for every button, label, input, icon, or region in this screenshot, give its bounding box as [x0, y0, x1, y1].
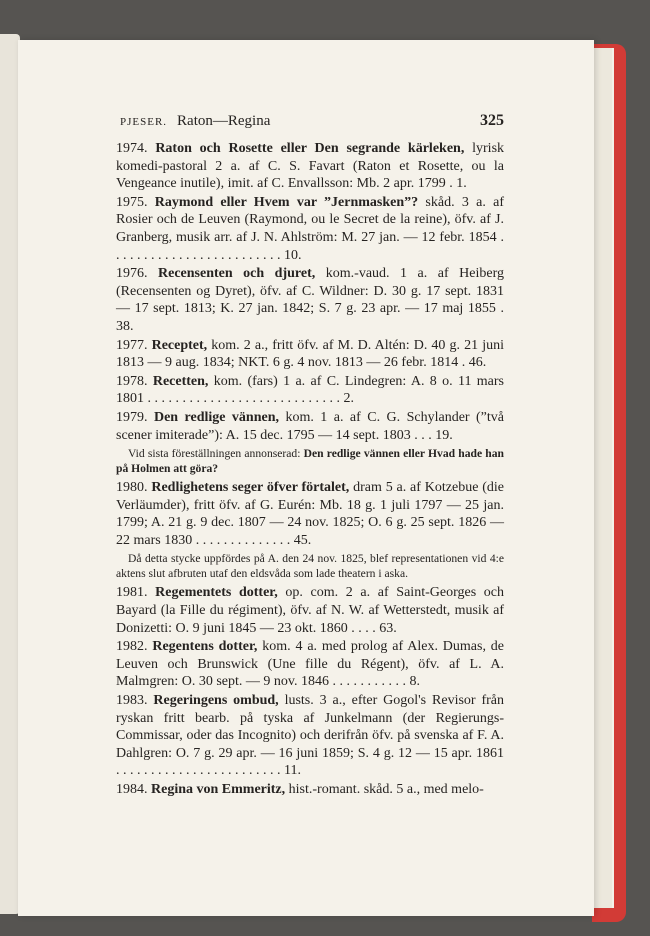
entry-text: kom. 1 a. af C. G. Schylander (”två scener imiterade”): A. 15 dec. 1795 — 14 sept. 1803 . . . 19.	[116, 409, 505, 443]
entry-1975	[116, 194, 504, 264]
page-number: 325	[480, 112, 504, 129]
entry-text: kom. 2 a., fritt öfv. af M. D. Altén: D. 40 g. 21 juni 1813 — 9 aug. 1834; NKT. 6 g. 4 nov. 1813 — 26 febr. 1814 . 46.	[116, 337, 504, 371]
running-head-section: PJESER.	[120, 116, 168, 128]
entry-title: Redlighetens seger öfver förtalet,	[151, 480, 350, 496]
entry-number: 1976.	[116, 266, 148, 282]
running-header	[116, 112, 504, 140]
entry-text: dram 5 a. af Kotzebue (die Verläumder), fritt öfv. af G. Eurén: Mb. 18 g. 1 juli 1797 — 25 jan. 1799; A. 21 g. 9 dec. 1807 — 24 nov. 1825; O. 6 g. 25 sept. 1826 — 22 mars 1830 . . . . . . . . . . . . . . 45.	[116, 480, 504, 548]
entry-number: 1982.	[116, 639, 148, 655]
entry-number: 1975.	[116, 194, 148, 210]
entry-title: Regina von Emmeritz,	[151, 782, 286, 797]
entry-1974	[116, 140, 504, 193]
entry-title: Regementets dotter,	[155, 585, 278, 601]
entry-number: 1979.	[116, 409, 148, 425]
entry-1983	[116, 692, 504, 780]
entry-title: Recetten,	[152, 373, 209, 389]
book-page	[18, 40, 594, 916]
entry-text: op. com. 2 a. af Saint-Georges och Bayard (la Fille du régiment), öfv. af N. W. af Wetterstedt, musik af Donizetti: O. 9 juni 1845 — 23 okt. 1860 . . . . 63.	[116, 585, 505, 636]
entry-number: 1981.	[116, 585, 148, 601]
entry-text: skåd. 3 a. af Rosier och de Leuven (Raymond, ou le Secret de la reine), öfv. af J. Granberg, musik arr. af J. N. Ahlström: M. 27 jan. — 12 febr. 1854 . . . . . . . . . . . . . . . . . . . . . . . . . 10.	[116, 194, 504, 263]
entry-title: Regentens dotter,	[152, 639, 258, 655]
entry-text: hist.-romant. skåd. 5 a., med melo-	[285, 782, 484, 797]
entry-number: 1978.	[116, 373, 148, 389]
entry-1977	[116, 337, 504, 372]
entry-title: Receptet,	[151, 337, 208, 353]
entry-text: kom. (fars) 1 a. af C. Lindegren: A. 8 o. 11 mars 1801 . . . . . . . . . . . . . . . . . . . . . . . . . . . . 2.	[116, 373, 504, 407]
entry-number: 1980.	[116, 480, 148, 496]
entry-text: kom.-vaud. 1 a. af Heiberg (Recensenten og Dyret), öfv. af C. Wildner: D. 30 g. 17 sept. 1831 — 17 sept. 1813; K. 27 jan. 1842; S. 7 g. 23 apr. — 17 maj 1855 . 38.	[116, 266, 504, 334]
entry-1979	[116, 409, 504, 444]
note-1979	[116, 447, 504, 476]
entry-title: Raton och Rosette eller Den segrande kärleken,	[155, 141, 465, 156]
book-left-page-edge	[0, 34, 20, 914]
entry-number: 1977.	[116, 337, 148, 353]
entry-number: 1974.	[116, 141, 148, 156]
entry-title: Recensenten och djuret,	[158, 266, 316, 282]
entry-number: 1983.	[116, 693, 148, 709]
entry-1984	[116, 781, 504, 799]
page-content	[116, 112, 504, 799]
entry-1976	[116, 265, 504, 335]
entry-title: Den redlige vännen,	[153, 409, 279, 425]
entry-number: 1984.	[116, 782, 148, 797]
entry-title: Regeringens ombud,	[153, 693, 279, 709]
entry-text: kom. 4 a. med prolog af Alex. Dumas, de Leuven och Brunswick (Une fille du Régent), öfv. af L. A. Malmgren: O. 30 sept. — 9 nov. 1846 . . . . . . . . . . . 8.	[116, 639, 505, 690]
running-head-range: Raton—Regina	[177, 113, 271, 129]
entry-1980	[116, 479, 504, 549]
note-alt-title: Den redlige vännen eller Hvad hade han på Holmen att göra?	[116, 447, 504, 475]
entry-1978	[116, 373, 504, 408]
entry-text: lusts. 3 a., efter Gogol's Revisor från ryskan fritt bearb. på tyska af Junkelmann (der Regierungs-Commissar, oder das Incognito) och derifrån öfv. på svenska af F. A. Dahlgren: O. 7 g. 29 apr. — 16 juni 1859; S. 4 g. 12 — 15 apr. 1861 . . . . . . . . . . . . . . . . . . . . . . . . 11.	[116, 693, 505, 779]
note-text: Vid sista föreställningen annonserad:	[128, 447, 304, 461]
note-1980: Då detta stycke uppfördes på A. den 24 nov. 1825, blef representationen vid 4:e aktens slut afbruten utaf den eldsvåda som lade theatern i aska.	[116, 552, 504, 580]
book-page-stack	[592, 48, 614, 908]
entry-1982	[116, 638, 504, 691]
entry-text: lyrisk komedi-pastoral 2 a. af C. S. Favart (Raton et Rosette, ou la Vengeance inutile), imit. af C. Envallsson: Mb. 2 apr. 1799 . 1.	[116, 141, 505, 192]
entry-title: Raymond eller Hvem var ”Jernmasken”?	[154, 194, 419, 210]
entry-1981	[116, 584, 504, 637]
